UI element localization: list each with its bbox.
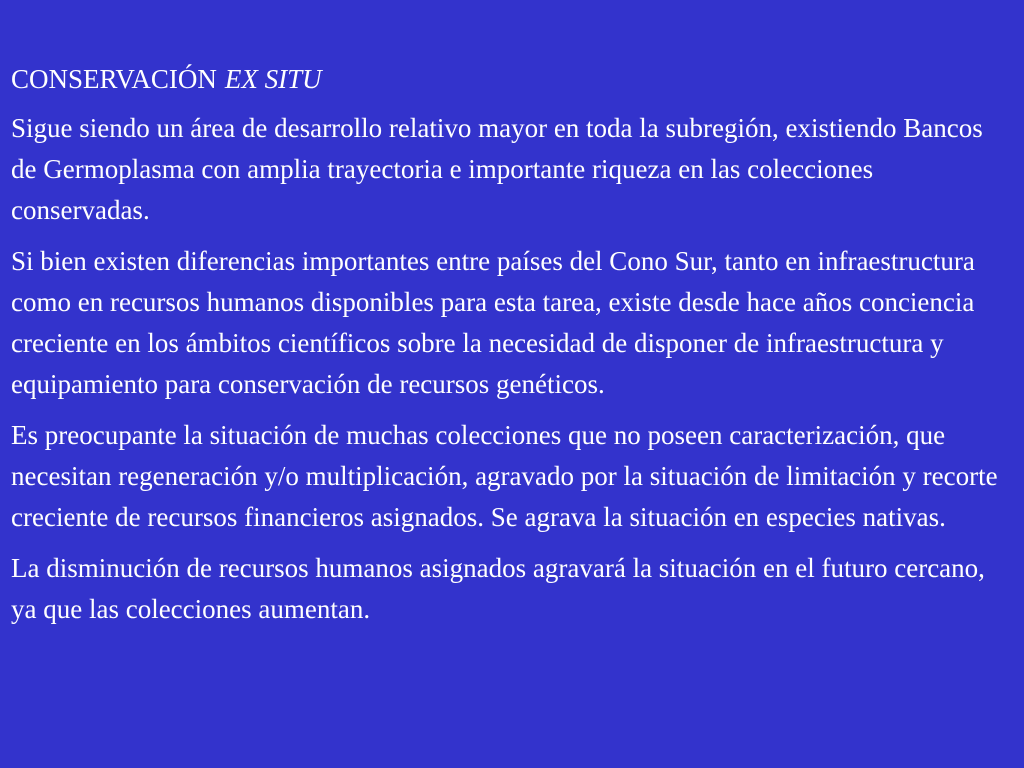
slide-title <box>11 58 1006 100</box>
paragraph-3: Es preocupante la situación de muchas colecciones que no poseen caracterización, que necesitan regeneración y/o multiplicación, agravado por la situación de limitación y recorte creciente de recursos financieros asignados. Se agrava la situación en especies nativas. <box>11 420 998 532</box>
paragraph-1: Sigue siendo un área de desarrollo relativo mayor en toda la subregión, existiendo Bancos de Germoplasma con amplia trayectoria e importante riqueza en las colecciones conservadas. <box>11 113 983 225</box>
paragraph-2: Si bien existen diferencias importantes entre países del Cono Sur, tanto en infraestructura como en recursos humanos disponibles para esta tarea, existe desde hace años conciencia creciente en los ámbitos científicos sobre la necesidad de disponer de infraestructura y equipamiento para conservación de recursos genéticos. <box>11 246 975 399</box>
paragraph-4: La disminución de recursos humanos asignados agravará la situación en el futuro cercano, ya que las colecciones aumentan. <box>11 553 985 624</box>
slide-title-main: CONSERVACIÓN <box>11 64 217 94</box>
slide-title-italic: EX SITU <box>224 64 322 94</box>
